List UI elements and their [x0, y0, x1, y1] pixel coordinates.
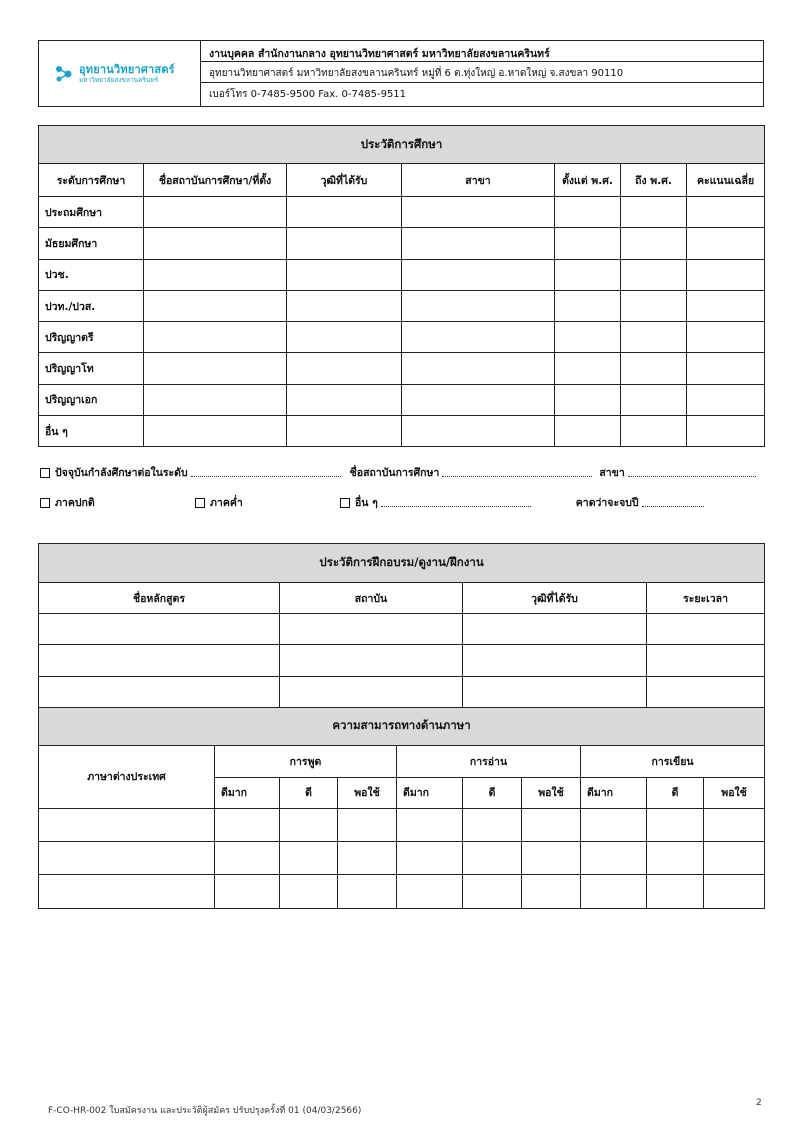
level-good: ดี: [463, 777, 522, 808]
input-cell[interactable]: [397, 808, 463, 841]
input-cell[interactable]: [647, 875, 704, 908]
header-contact: เบอร์โทร 0-7485-9500 Fax. 0-7485-9511: [201, 82, 763, 103]
row-label: ปวท./ปวส.: [39, 290, 144, 321]
level-excellent: ดีมาก: [397, 777, 463, 808]
other-checkbox[interactable]: [340, 498, 350, 508]
level-fair: พอใช้: [522, 777, 581, 808]
input-cell[interactable]: [144, 322, 287, 353]
row-label: ประถมศึกษา: [39, 197, 144, 228]
input-cell[interactable]: [287, 259, 402, 290]
input-cell[interactable]: [581, 808, 647, 841]
input-cell[interactable]: [402, 197, 555, 228]
col-duration: ระยะเวลา: [647, 583, 765, 614]
logo-main-text: อุทยานวิทยาศาสตร์: [79, 62, 175, 76]
evening-checkbox[interactable]: [195, 498, 205, 508]
input-cell[interactable]: [463, 614, 647, 645]
input-cell[interactable]: [402, 416, 555, 447]
input-cell[interactable]: [704, 842, 765, 875]
language-title: ความสามารถทางด้านภาษา: [39, 707, 765, 745]
input-cell[interactable]: [621, 290, 687, 321]
input-cell[interactable]: [463, 808, 522, 841]
education-table: [38, 125, 765, 447]
training-title: ประวัติการฝึกอบรม/ดูงาน/ฝึกงาน: [39, 544, 765, 583]
input-cell[interactable]: [704, 875, 765, 908]
col-foreign-language: ภาษาต่างประเทศ: [39, 745, 215, 808]
row-label: ปวช.: [39, 259, 144, 290]
input-cell[interactable]: [621, 197, 687, 228]
col-institution: ชื่อสถาบันการศึกษา/ที่ตั้ง: [144, 164, 287, 197]
input-cell[interactable]: [287, 322, 402, 353]
table-row: [39, 676, 765, 707]
col-speaking: การพูด: [215, 745, 397, 777]
table-row: [39, 353, 765, 384]
input-cell[interactable]: [39, 808, 215, 841]
input-cell[interactable]: [621, 322, 687, 353]
input-cell[interactable]: [687, 197, 765, 228]
input-cell[interactable]: [215, 808, 280, 841]
input-cell[interactable]: [402, 290, 555, 321]
input-cell[interactable]: [463, 676, 647, 707]
input-cell[interactable]: [555, 228, 621, 259]
input-cell[interactable]: [397, 842, 463, 875]
input-cell[interactable]: [338, 875, 397, 908]
input-cell[interactable]: [463, 842, 522, 875]
input-cell[interactable]: [287, 416, 402, 447]
col-reading: การอ่าน: [397, 745, 581, 777]
table-row: [39, 197, 765, 228]
col-writing: การเขียน: [581, 745, 765, 777]
row-label: มัธยมศึกษา: [39, 228, 144, 259]
input-cell[interactable]: [39, 842, 215, 875]
level-excellent: ดีมาก: [581, 777, 647, 808]
science-park-logo: [39, 41, 201, 106]
input-cell[interactable]: [463, 645, 647, 676]
input-cell[interactable]: [647, 842, 704, 875]
col-gpa: คะแนนเฉลี่ย: [687, 164, 765, 197]
input-cell[interactable]: [287, 290, 402, 321]
input-cell[interactable]: [555, 384, 621, 415]
input-cell[interactable]: [687, 259, 765, 290]
level-fair: พอใช้: [704, 777, 765, 808]
regular-checkbox[interactable]: [40, 498, 50, 508]
input-cell[interactable]: [215, 842, 280, 875]
input-cell[interactable]: [287, 228, 402, 259]
institution-label: ชื่อสถาบันการศึกษา: [349, 467, 440, 479]
input-cell[interactable]: [144, 228, 287, 259]
table-row: [39, 259, 765, 290]
other-label: อื่น ๆ: [355, 497, 378, 509]
input-cell[interactable]: [280, 645, 463, 676]
input-cell[interactable]: [144, 353, 287, 384]
table-row: [39, 614, 765, 645]
input-cell[interactable]: [402, 384, 555, 415]
input-cell[interactable]: [144, 290, 287, 321]
input-cell[interactable]: [555, 416, 621, 447]
col-from-year: ตั้งแต่ พ.ศ.: [555, 164, 621, 197]
table-row: [39, 228, 765, 259]
input-cell[interactable]: [280, 808, 338, 841]
input-cell[interactable]: [287, 384, 402, 415]
current-study-line: [40, 464, 759, 481]
input-cell[interactable]: [287, 197, 402, 228]
input-cell[interactable]: [280, 614, 463, 645]
input-cell[interactable]: [621, 353, 687, 384]
expected-year-field[interactable]: [642, 498, 704, 507]
input-cell[interactable]: [39, 875, 215, 908]
input-cell[interactable]: [687, 322, 765, 353]
row-label: ปริญญาเอก: [39, 384, 144, 415]
major-label: สาขา: [599, 467, 625, 479]
input-cell[interactable]: [39, 676, 280, 707]
input-cell[interactable]: [687, 416, 765, 447]
input-cell[interactable]: [39, 645, 280, 676]
other-field[interactable]: [381, 498, 531, 507]
table-row: [39, 842, 765, 875]
input-cell[interactable]: [647, 676, 765, 707]
level-good: ดี: [280, 777, 338, 808]
input-cell[interactable]: [621, 384, 687, 415]
input-cell[interactable]: [144, 197, 287, 228]
level-excellent: ดีมาก: [215, 777, 280, 808]
input-cell[interactable]: [402, 259, 555, 290]
study-program-line: [40, 494, 707, 511]
input-cell[interactable]: [144, 416, 287, 447]
regular-label: ภาคปกติ: [55, 497, 95, 509]
input-cell[interactable]: [687, 384, 765, 415]
input-cell[interactable]: [144, 384, 287, 415]
input-cell[interactable]: [687, 228, 765, 259]
input-cell[interactable]: [687, 290, 765, 321]
row-label: ปริญญาโท: [39, 353, 144, 384]
input-cell[interactable]: [463, 875, 522, 908]
col-to-year: ถึง พ.ศ.: [621, 164, 687, 197]
table-row: [39, 645, 765, 676]
training-language-table: [38, 543, 765, 909]
education-title: ประวัติการศึกษา: [39, 126, 765, 164]
studying-checkbox[interactable]: [40, 468, 50, 478]
col-course: ชื่อหลักสูตร: [39, 583, 280, 614]
page-number: 2: [756, 1098, 762, 1108]
input-cell[interactable]: [647, 808, 704, 841]
input-cell[interactable]: [687, 353, 765, 384]
input-cell[interactable]: [287, 353, 402, 384]
expected-label: คาดว่าจะจบปี: [575, 497, 639, 509]
input-cell[interactable]: [280, 842, 338, 875]
studying-level-field[interactable]: [191, 468, 341, 477]
studying-label: ปัจจุบันกำลังศึกษาต่อในระดับ: [55, 467, 188, 479]
input-cell[interactable]: [215, 875, 280, 908]
table-row: [39, 384, 765, 415]
input-cell[interactable]: [522, 875, 581, 908]
input-cell[interactable]: [402, 322, 555, 353]
col-training-institute: สถาบัน: [280, 583, 463, 614]
input-cell[interactable]: [581, 875, 647, 908]
logo-sub-text: มหาวิทยาลัยสงขลานครินทร์: [79, 75, 159, 84]
header-address: อุทยานวิทยาศาสตร์ มหาวิทยาลัยสงขลานครินทร์ หมู่ที่ 6 ต.ทุ่งใหญ่ อ.หาดใหญ่ จ.สงขลา 90110: [201, 61, 763, 82]
input-cell[interactable]: [621, 259, 687, 290]
evening-label: ภาคค่ำ: [210, 497, 243, 509]
form-code-footer: F-CO-HR-002 ใบสมัครงาน และประวัติผู้สมัคร ปรับปรุงครั้งที่ 01 (04/03/2566): [48, 1106, 362, 1116]
table-row: [39, 416, 765, 447]
input-cell[interactable]: [555, 353, 621, 384]
row-label: อื่น ๆ: [39, 416, 144, 447]
input-cell[interactable]: [402, 228, 555, 259]
level-fair: พอใช้: [338, 777, 397, 808]
input-cell[interactable]: [280, 676, 463, 707]
table-row: [39, 322, 765, 353]
level-good: ดี: [647, 777, 704, 808]
input-cell[interactable]: [144, 259, 287, 290]
header-info: [201, 41, 763, 106]
col-degree: วุฒิที่ได้รับ: [287, 164, 402, 197]
input-cell[interactable]: [581, 842, 647, 875]
table-row: [39, 875, 765, 908]
input-cell[interactable]: [397, 875, 463, 908]
row-label: ปริญญาตรี: [39, 322, 144, 353]
table-row: [39, 808, 765, 841]
input-cell[interactable]: [402, 353, 555, 384]
major-field[interactable]: [628, 468, 756, 477]
input-cell[interactable]: [621, 228, 687, 259]
input-cell[interactable]: [555, 259, 621, 290]
col-major: สาขา: [402, 164, 555, 197]
input-cell[interactable]: [338, 808, 397, 841]
input-cell[interactable]: [555, 197, 621, 228]
input-cell[interactable]: [338, 842, 397, 875]
form-header: [38, 40, 764, 107]
col-training-degree: วุฒิที่ได้รับ: [463, 583, 647, 614]
input-cell[interactable]: [621, 416, 687, 447]
input-cell[interactable]: [555, 322, 621, 353]
input-cell[interactable]: [280, 875, 338, 908]
institution-field[interactable]: [442, 468, 592, 477]
input-cell[interactable]: [704, 808, 765, 841]
table-row: [39, 290, 765, 321]
input-cell[interactable]: [522, 808, 581, 841]
molecule-icon: [53, 63, 75, 85]
input-cell[interactable]: [647, 614, 765, 645]
input-cell[interactable]: [522, 842, 581, 875]
header-department: งานบุคคล สำนักงานกลาง อุทยานวิทยาศาสตร์ มหาวิทยาลัยสงขลานครินทร์: [209, 48, 550, 60]
input-cell[interactable]: [555, 290, 621, 321]
col-level: ระดับการศึกษา: [39, 164, 144, 197]
input-cell[interactable]: [647, 645, 765, 676]
input-cell[interactable]: [39, 614, 280, 645]
